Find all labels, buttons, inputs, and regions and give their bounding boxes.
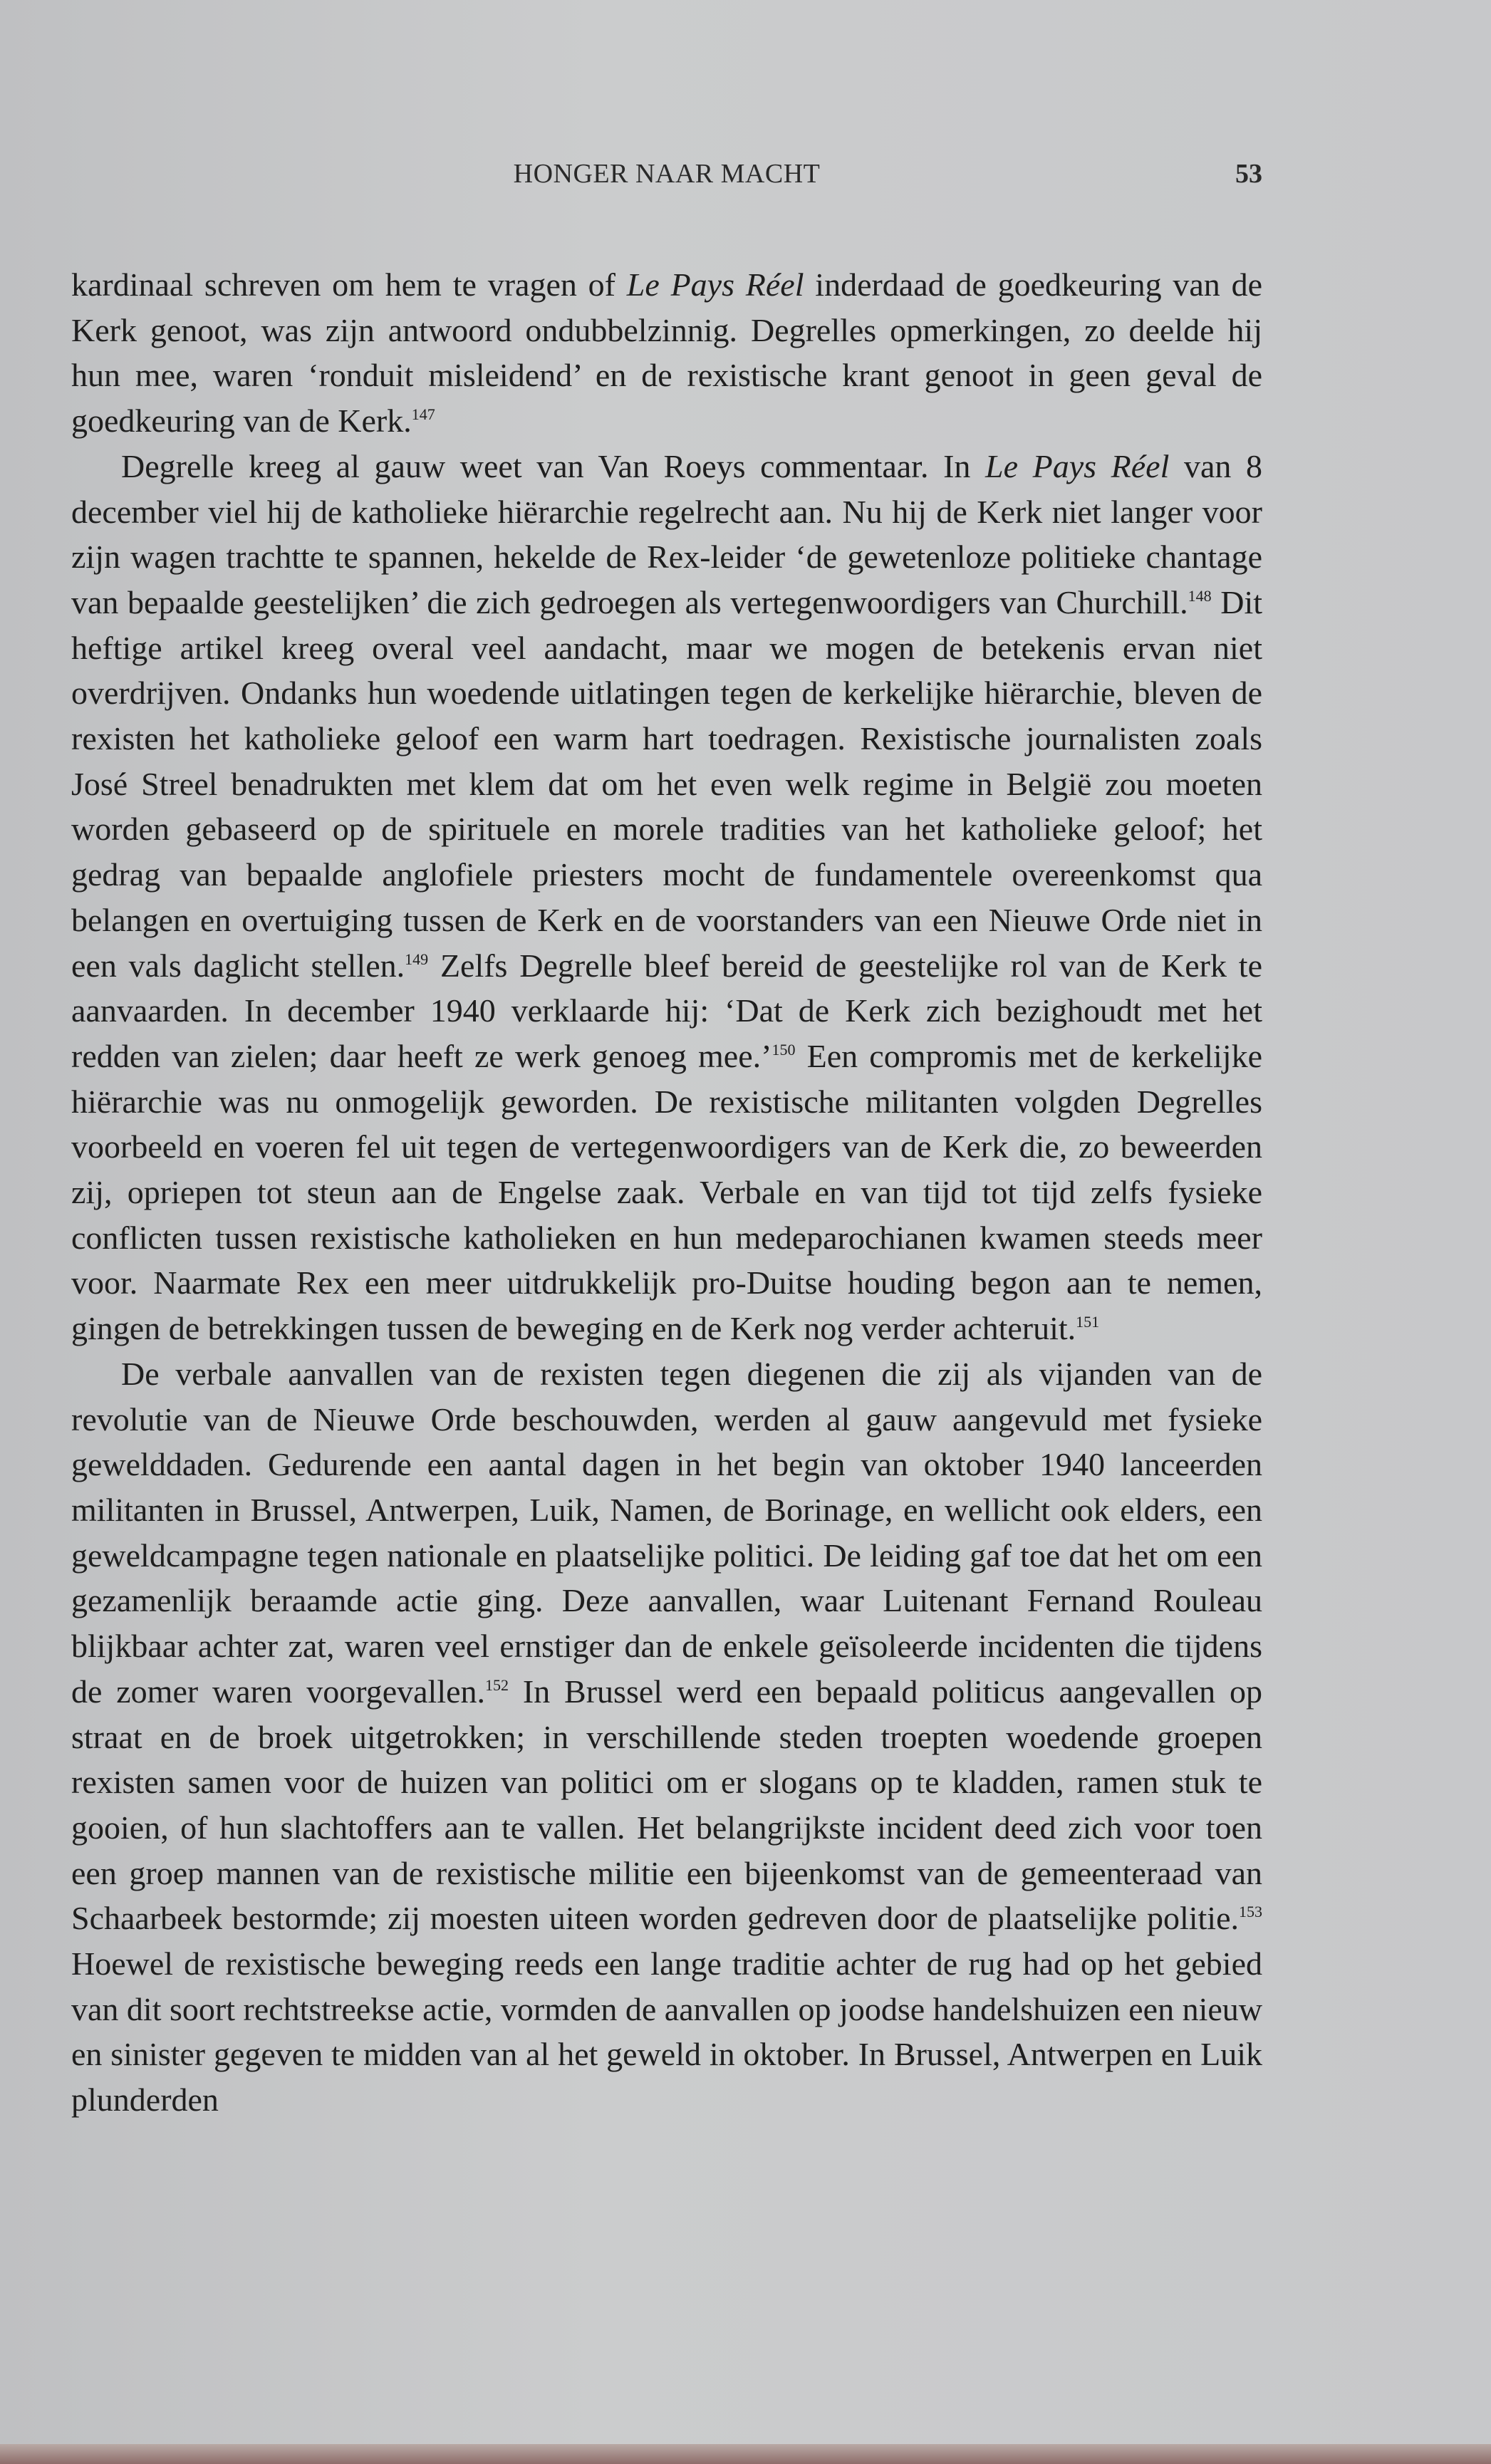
footnote-marker: 149: [405, 950, 429, 968]
paragraph: [71, 1351, 1262, 2123]
italic-title: Le Pays Réel: [985, 447, 1170, 484]
page-bottom-edge: [0, 2444, 1491, 2464]
text-run: De verbale aanvallen van de rexisten tegen diegenen die zij als vijanden van de revolutie van de Nieuwe Orde beschouwden, werden al gauw aangevuld met fysieke gewelddaden. Gedurende een aantal dagen in het begin van oktober 1940 lanceerden militanten in Brussel, Antwerpen, Luik, Namen, de Borinage, en wellicht ook elders, een geweldcampagne tegen nationale en plaatselijke politici. De leiding gaf toe dat het om een gezamenlijk beraamde actie ging. Deze aanvallen, waar Luitenant Fernand Rouleau blijkbaar achter zat, waren veel ernstiger dan de enkele geïsoleerde incidenten die tijdens de zomer waren voorgevallen.: [71, 1355, 1262, 1710]
running-title: HONGER NAAR MACHT: [513, 159, 821, 189]
footnote-marker: 150: [772, 1040, 796, 1059]
footnote-marker: 148: [1188, 586, 1212, 605]
footnote-marker: 147: [411, 405, 435, 424]
text-run: Dit heftige artikel kreeg overal veel aandacht, maar we mogen de betekenis ervan niet overdrijven. Ondanks hun woedende uitlatingen tegen de kerkelijke hiërarchie, bleven de rexisten het katholieke geloof een warm hart toedragen. Rexistische journalisten zoals José Streel benadrukten met klem dat om het even welk regime in België zou moeten worden gebaseerd op de spirituele en morele tradities van het katholieke geloof; het gedrag van bepaalde anglofiele priesters mocht de fundamentele overeenkomst qua belangen en overtuiging tussen de Kerk en de voorstanders van een Nieuwe Orde niet in een vals daglicht stellen.: [71, 583, 1263, 984]
text-run: Zelfs Degrelle bleef bereid de geestelijke rol van de Kerk te aanvaarden. In december 1940 verklaarde hij: ‘Dat de Kerk zich bezighoudt met het redden van zielen; daar heeft ze werk genoeg mee.’: [71, 947, 1262, 1074]
body-text: [71, 262, 1262, 2123]
text-run: In Brussel werd een bepaald politicus aangevallen op straat en de broek uitgetrokken; in verschillende steden troepten woedende groepen rexisten samen voor de huizen van politici om er slogans op te kladden, ramen stuk te gooien, of hun slachtoffers aan te vallen. Het belangrijkste incident deed zich voor toen een groep mannen van de rexistische militie een bijeenkomst van de gemeenteraad van Schaarbeek bestormde; zij moesten uiteen worden gedreven door de plaatselijke politie.: [71, 1673, 1262, 1937]
text-run: Een compromis met de kerkelijke hiërarchie was nu onmogelijk geworden. De rexistische militanten volgden Degrelles voorbeeld en voeren fel uit tegen de vertegenwoordigers van de Kerk die, zo beweerden zij, opriepen tot steun aan de Engelse zaak. Verbale en van tijd tot tijd zelfs fysieke conflicten tussen rexistische katholieken en hun medeparochianen kwamen steeds meer voor. Naarmate Rex een meer uitdrukkelijk pro-Duitse houding begon aan te nemen, gingen de betrekkingen tussen de beweging en de Kerk nog verder achteruit.: [71, 1037, 1262, 1347]
footnote-marker: 153: [1239, 1903, 1262, 1921]
footnote-marker: 151: [1076, 1313, 1100, 1331]
text-run: inderdaad de goedkeuring van de Kerk genoot, was zijn antwoord ondubbelzinnig. Degrelles opmerkingen, zo deelde hij hun mee, waren ‘ronduit misleidend’ en de rexistische krant genoot in geen geval de goedkeuring van de Kerk.: [71, 266, 1262, 440]
paragraph: [71, 262, 1262, 444]
paragraph: [71, 444, 1262, 1351]
page-header: [71, 158, 1262, 201]
text-run: Hoewel de rexistische beweging reeds een lange traditie achter de rug had op het gebied van dit soort rechtstreekse actie, vormden de aanvallen op joodse handelshuizen een nieuw en sinister gegeven te midden van al het geweld in oktober. In Brussel, Antwerpen en Luik plunderden: [71, 1945, 1263, 2119]
page-number: 53: [1235, 159, 1262, 189]
footnote-marker: 152: [485, 1675, 509, 1694]
text-run: Degrelle kreeg al gauw weet van Van Roeys commentaar. In: [121, 447, 985, 484]
text-run: kardinaal schreven om hem te vragen of: [71, 266, 627, 303]
italic-title: Le Pays Réel: [626, 266, 804, 303]
text-run: van 8 december viel hij de katholieke hiërarchie regelrecht aan. Nu hij de Kerk niet langer voor zijn wagen trachtte te spannen, hekelde de Rex-leider ‘de gewetenloze politieke chantage van bepaalde geestelijken’ die zich gedroegen als vertegenwoordigers van Churchill.: [71, 447, 1262, 620]
